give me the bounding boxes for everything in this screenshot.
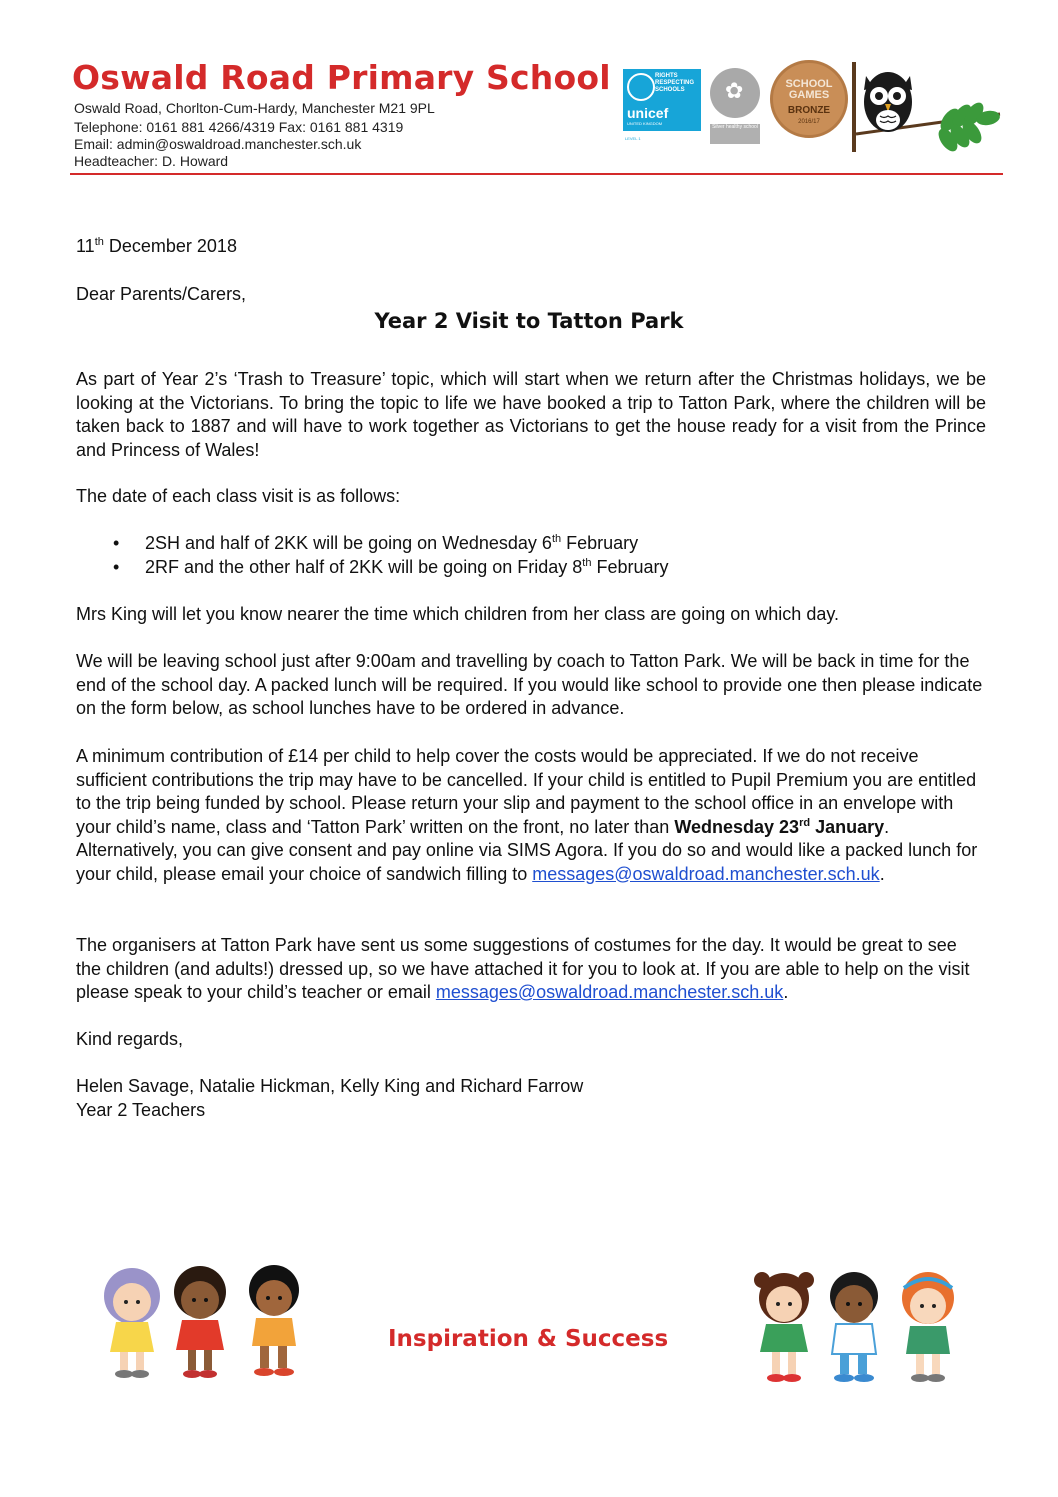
signatory-role: Year 2 Teachers [76,1100,206,1120]
paragraph-travel: We will be leaving school just after 9:00am and travelling by coach to Tatton Park. We will be back in time for the end of the school day. A packed lunch will be required. If you would like school to provide one then please indicate on the form below, as school lunches have to be ordered in advance. [76,651,983,718]
paragraph-costumes: The organisers at Tatton Park have sent us some suggestions of costumes for the day. It would be great to see the children (and adults!) dressed up, so we have attached it for you to look at. If you are able to help on the visit please speak to your child’s teacher or email messages@oswaldroad.manchester.sch.uk. [76,935,970,1002]
visit-dates-list [113,532,668,579]
school-motto: Inspiration & Success [388,1326,669,1352]
closing: Kind regards, [76,1029,184,1049]
bronze-year: 2016/17 [798,119,820,125]
school-address: Oswald Road, Chorlton-Cum-Hardy, Manchester M21 9PL [74,100,435,116]
paragraph-contribution: A minimum contribution of £14 per child to help cover the costs would be appreciated. If we do not receive sufficient contributions the trip may have to be cancelled. If your child is entitled to Pupil Premium you are entitled to the trip being funded by school. Please return your slip and payment to the school office in an envelope with your child’s name, class and ‘Tatton Park’ written on the front, no later than Wednesday 23rd January. Alternatively, you can give consent and pay online via SIMS Agora. If you do so and would like a packed lunch for your child, please email your choice of sandwich filling to messages@oswaldroad.manchester.sch.uk. [76,746,978,884]
paragraph-intro: As part of Year 2’s ‘Trash to Treasure’ topic, which will start when we return after the Christmas holidays, we be looking at the Victorians. To bring the topic to life we have booked a trip to Tatton Park, where the children will be taken back to 1887 and will have to work together as Victorians to get the house ready for a visit from the Prince and Princess of Wales! [76,369,986,460]
deadline-date: Wednesday 23rd January [674,816,885,837]
email-link[interactable]: messages@oswaldroad.manchester.sch.uk [532,863,880,884]
rrs-badge-text: RIGHTS RESPECTING SCHOOLS [655,73,695,93]
children-illustration-left [96,1262,312,1384]
letterhead [70,58,1005,178]
bronze-text: BRONZE [787,105,831,116]
school-email: Email: admin@oswaldroad.manchester.sch.uk [74,136,362,152]
letter-date: 11th December 2018 [76,236,237,256]
unicef-subtext: UNITED KINGDOM [627,121,663,126]
school-name: Oswald Road Primary School [72,58,611,97]
list-item: • 2SH and half of 2KK will be going on Wednesday 6th February [113,533,639,553]
signatories: Helen Savage, Natalie Hickman, Kelly King and Richard Farrow [76,1076,584,1096]
rights-respecting-schools-badge [623,69,701,131]
paragraph-mrs-king: Mrs King will let you know nearer the time which children from her class are going on which day. [76,604,840,624]
school-games-text: SCHOOL GAMES [785,78,833,101]
school-telephone: Telephone: 0161 881 4266/4319 Fax: 0161 881 4319 [74,119,404,135]
figures-icon: ✿ [725,78,744,103]
header-divider [70,173,1003,175]
owl-on-branch-logo [850,62,1005,152]
school-games-bronze-badge [770,60,848,138]
salutation: Dear Parents/Carers, [76,284,247,304]
healthy-schools-badge [710,68,760,118]
paragraph-dates-intro: The date of each class visit is as follows: [76,486,401,506]
children-illustration-right [748,1266,966,1390]
list-item: • 2RF and the other half of 2KK will be going on Friday 8th February [113,556,669,577]
globe-icon [627,73,655,101]
headteacher: Headteacher: D. Howard [74,153,229,169]
letter-title: Year 2 Visit to Tatton Park [374,309,684,333]
unicef-logo: unicef [627,105,669,121]
email-link[interactable]: messages@oswaldroad.manchester.sch.uk [435,982,784,1002]
healthy-schools-label: Silver healthy school [710,124,760,144]
rrs-level: LEVEL 1 [625,136,641,141]
